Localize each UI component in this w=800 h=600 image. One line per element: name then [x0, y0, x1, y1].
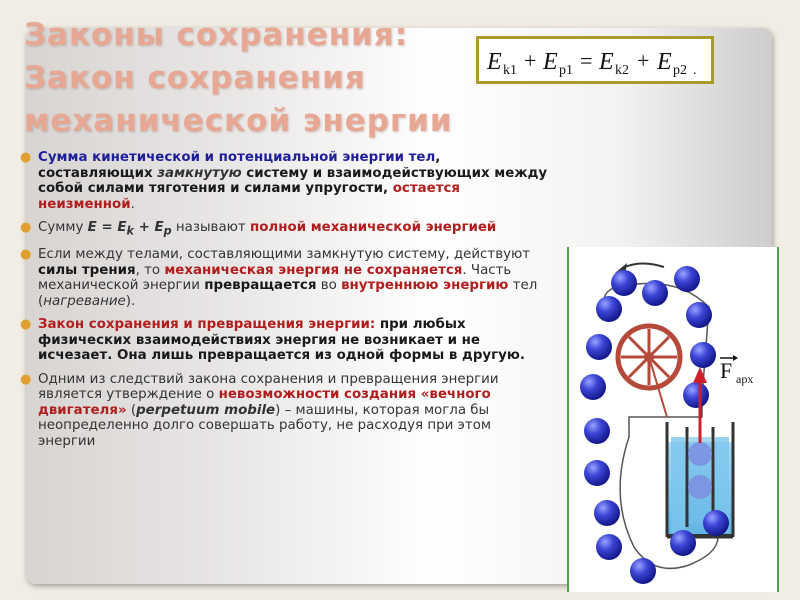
text-part: ) – машины, которая могла бы неопределенно долго совершать работу, не расходуя при этом энергии — [38, 402, 491, 449]
chain-ball — [630, 558, 656, 584]
formula-svg — [479, 39, 711, 81]
list-item-friction — [18, 247, 548, 309]
chain-ball — [594, 500, 620, 526]
chain-ball — [674, 266, 700, 292]
perpetuum-mobile-illustration — [567, 247, 779, 592]
text-part: . — [130, 196, 135, 212]
text-conservation-law: Закон сохранения и превращения энергии: — [38, 317, 376, 333]
text-part: во — [316, 278, 342, 294]
chain-ball — [642, 280, 668, 306]
force-symbol: F — [720, 358, 733, 383]
chain-ball — [688, 475, 712, 499]
force-label — [720, 355, 753, 386]
formula-e2: E — [543, 49, 558, 75]
chain-ball — [584, 460, 610, 486]
text-total-mechanical-energy: полной механической энергией — [249, 220, 497, 235]
title-line-1: Законы сохранения: — [24, 17, 409, 53]
formula-eq: = — [580, 48, 593, 73]
bullet-icon: ● — [20, 247, 32, 263]
title-line-3: механической энергии — [24, 103, 453, 139]
chain-ball — [584, 418, 610, 444]
chain-ball — [580, 374, 606, 400]
text-part: при любых физических взаимодействиях энергия не возникает и не исчезает. Она лишь превращается из одной формы в другую. — [38, 317, 525, 364]
text-part: , то — [135, 262, 165, 278]
bullet-icon: ● — [20, 371, 32, 387]
chain-ball — [611, 270, 637, 296]
formula-plus1: + — [524, 48, 537, 73]
bullet-icon: ● — [20, 150, 32, 165]
illustration-svg — [569, 247, 777, 592]
energy-conservation-formula — [476, 36, 714, 84]
list-item-total-energy — [18, 220, 548, 239]
chain-ball — [703, 510, 729, 536]
formula-e3: E — [599, 49, 614, 75]
title-line-2: Закон сохранения — [24, 60, 366, 96]
text-perpetuum-mobile: perpetuum mobile — [136, 402, 276, 418]
chain-ball — [670, 530, 696, 556]
text-part: Если между телами, составляющими замкнутую систему, действуют — [38, 247, 531, 263]
chain-ball — [586, 334, 612, 360]
list-item-closed-system — [18, 150, 548, 212]
text-impossibility: невозможности создания «вечного двигателя» — [38, 387, 491, 418]
formula-e1: E — [487, 49, 502, 75]
text-part: систему и взаимодействующих между собой силами тяготения и силами упругости, — [38, 165, 548, 196]
text-sum-kinetic-potential: Сумма кинетической и потенциальной энергии тел — [38, 150, 436, 165]
chain-ball — [686, 302, 712, 328]
text-part: Одним из следствий закона сохранения и превращения энергии является утверждение о — [38, 371, 499, 403]
text-remains-constant: остается неизменной — [38, 181, 461, 212]
text-part: ( — [126, 402, 137, 418]
list-item-conservation-law — [18, 317, 548, 364]
formula-sub1: k1 — [503, 63, 517, 78]
list-item-perpetuum-mobile — [18, 372, 548, 450]
formula-plus2: + — [637, 48, 650, 73]
chain-ball — [690, 342, 716, 368]
text-part: . Часть механической энергии — [38, 262, 512, 294]
text-friction-forces: силы трения — [38, 262, 136, 278]
wheel-icon — [618, 326, 680, 417]
text-part: ). — [125, 293, 136, 309]
text-closed: замкнутую — [157, 165, 242, 181]
chain-ball — [683, 382, 709, 408]
text-part: Сумму — [38, 220, 88, 235]
text-internal-energy: внутреннюю энергию — [341, 278, 509, 294]
content-list — [18, 150, 548, 457]
force-subscript: арх — [736, 372, 754, 386]
text-transforms: превращается — [204, 278, 317, 294]
text-part: называют — [171, 220, 250, 235]
formula-e4: E — [657, 49, 672, 75]
formula-sub2: p1 — [559, 63, 573, 78]
text-energy-formula — [87, 220, 172, 238]
text-part: E = E — [87, 220, 127, 235]
rotation-arrow — [621, 263, 664, 269]
text-part: + E — [133, 220, 164, 235]
chain-ball — [596, 534, 622, 560]
text-subscript: p — [163, 224, 172, 238]
chain-ball — [688, 442, 712, 466]
text-heating: нагревание — [43, 293, 126, 309]
bullet-icon: ● — [20, 317, 32, 333]
chain-ball — [596, 296, 622, 322]
text-not-conserved: механическая энергия не сохраняется — [164, 262, 463, 278]
formula-dot: . — [693, 63, 697, 78]
bullet-icon: ● — [20, 220, 32, 235]
text-part: , составляющих — [38, 150, 441, 181]
formula-sub3: k2 — [615, 63, 629, 78]
text-part: тел ( — [38, 278, 538, 309]
slide-title — [24, 14, 494, 143]
formula-sub4: p2 — [673, 63, 687, 78]
text-subscript: k — [126, 224, 134, 238]
